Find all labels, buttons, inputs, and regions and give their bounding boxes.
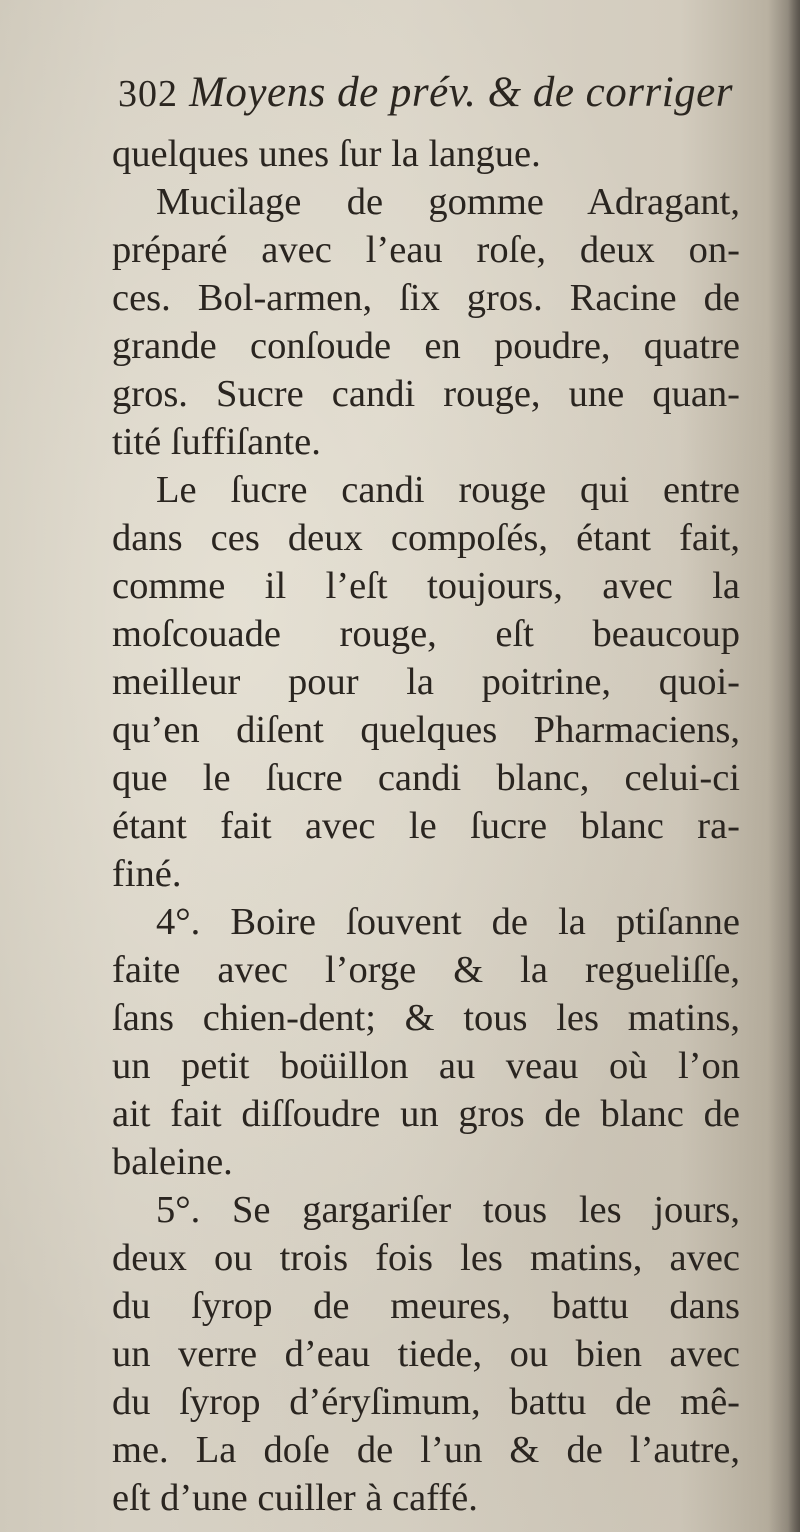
- running-title: Moyens de prév. & de corriger: [189, 69, 733, 116]
- text-line: quelques unes ſur la langue.: [112, 133, 541, 175]
- text-line: moſcouade rouge, eſt beaucoup: [112, 613, 740, 655]
- text-line: Mucilage de gomme Adragant,: [156, 181, 740, 223]
- text-line: 4°. Boire ſouvent de la ptiſanne: [156, 901, 740, 943]
- text-line: dans ces deux compoſés, étant fait,: [112, 517, 740, 559]
- text-line: faite avec l’orge & la regueliſſe,: [112, 949, 740, 991]
- text-line: du ſyrop de meures, battu dans: [112, 1285, 740, 1327]
- text-line: du ſyrop d’éryſimum, battu de mê-: [112, 1381, 740, 1423]
- text-line: me. La doſe de l’un & de l’autre,: [112, 1429, 740, 1471]
- text-line: ait fait diſſoudre un gros de blanc de: [112, 1093, 740, 1135]
- text-line: eſt d’une cuiller à caffé.: [112, 1477, 478, 1519]
- text-line: ſans chien-dent; & tous les matins,: [112, 997, 740, 1039]
- text-line: comme il l’eſt toujours, avec la: [112, 565, 740, 607]
- text-line: 5°. Se gargariſer tous les jours,: [156, 1189, 740, 1231]
- page-number: 302: [118, 73, 178, 115]
- body-text: [112, 130, 740, 1522]
- text-line: étant fait avec le ſucre blanc ra-: [112, 805, 740, 847]
- text-line: gros. Sucre candi rouge, une quan-: [112, 373, 740, 415]
- page-edge-shadow: [788, 0, 800, 1532]
- text-line: ces. Bol-armen, ſix gros. Racine de: [112, 277, 740, 319]
- text-line: Le ſucre candi rouge qui entre: [156, 469, 740, 511]
- text-line: tité ſuffiſante.: [112, 421, 321, 463]
- text-line: meilleur pour la poitrine, quoi-: [112, 661, 740, 703]
- text-line: qu’en diſent quelques Pharmaciens,: [112, 709, 740, 751]
- text-line: que le ſucre candi blanc, celui-ci: [112, 757, 740, 799]
- text-line: deux ou trois fois les matins, avec: [112, 1237, 740, 1279]
- text-line: finé.: [112, 853, 182, 895]
- text-line: grande conſoude en poudre, quatre: [112, 325, 740, 367]
- text-line: baleine.: [112, 1141, 233, 1183]
- running-header: [118, 68, 758, 130]
- text-line: un verre d’eau tiede, ou bien avec: [112, 1333, 740, 1375]
- text-line: un petit boüillon au veau où l’on: [112, 1045, 740, 1087]
- text-line: préparé avec l’eau roſe, deux on-: [112, 229, 740, 271]
